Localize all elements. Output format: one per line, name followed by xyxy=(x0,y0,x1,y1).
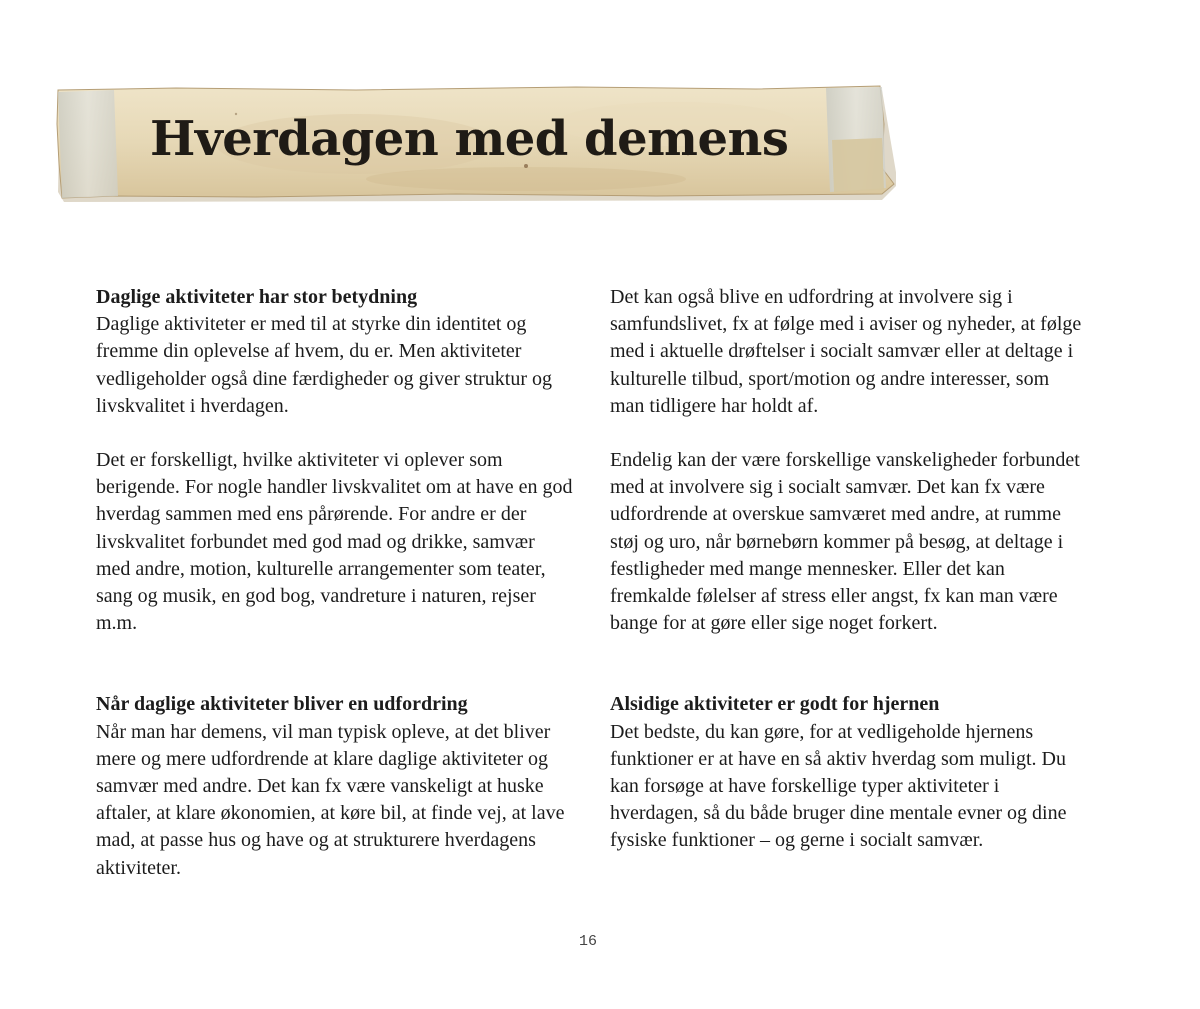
paragraph: Det kan også blive en udfordring at involvere sig i samfundslivet, fx at følge med i aviser og nyheder, at følge med i aktuelle drøftelser i socialt samvær eller at deltage i kulturelle tilbud, sport/motion og andre interesser, som man tidligere har holdt af. xyxy=(610,286,1082,417)
paragraph: Det er forskelligt, hvilke aktiviteter vi oplever som berigende. For nogle handler livskvalitet om at have en god hverdag sammen med ens pårørende. For andre er der livskvalitet forbundet med god mad og drikke, samvær med andre, motion, kulturelle arrangementer som teater, sang og musik, en god bog, vandreture i naturen, rejser m.m. xyxy=(96,449,573,635)
section-heading-challenges: Når daglige aktiviteter bliver en udfordring xyxy=(96,693,468,716)
paragraph: Når man har demens, vil man typisk opleve, at det bliver mere og mere udfordrende at klare daglige aktiviteter og samvær med andre. Det kan fx være vanskeligt at huske aftaler, at klare økonomien, at køre bil, at finde vej, at lave mad, at passe hus og have og at strukturere hverdagens aktiviteter. xyxy=(96,720,565,879)
page-title: Hverdagen med demens xyxy=(150,111,789,167)
section-heading-brain-activities: Alsidige aktiviteter er godt for hjernen xyxy=(610,693,940,716)
section-heading-daily-activities: Daglige aktiviteter har stor betydning xyxy=(96,286,418,308)
left-column xyxy=(96,284,574,882)
spacer xyxy=(96,637,574,691)
paragraph: Daglige aktiviteter er med til at styrke din identitet og fremme din oplevelse af hvem, du er. Men aktiviteter vedligeholder også dine færdigheder og giver struktur og livskvalitet i hverdagen. xyxy=(96,313,552,417)
right-column xyxy=(610,284,1088,855)
spacer xyxy=(610,637,1088,691)
paragraph: Det bedste, du kan gøre, for at vedligeholde hjernens funktioner er at have en så aktiv hverdag som muligt. Du kan forsøge at have forskellige typer aktiviteter i hverdagen, så du både bruger dine mentale evner og dine fysiske funktioner – og gerne i socialt samvær. xyxy=(610,720,1067,852)
spacer xyxy=(610,420,1088,447)
spacer xyxy=(96,420,574,447)
page-number: 16 xyxy=(578,933,597,950)
title-banner xyxy=(56,84,896,202)
paragraph: Endelig kan der være forskellige vanskeligheder forbundet med at involvere sig i socialt samvær. Det kan fx være udfordrende at overskue samværet med andre, at rumme støj og uro, når børnebørn kommer på besøg, at deltage i festligheder med mange mennesker. Eller det kan fremkalde følelser af stress eller angst, fx kan man være bange for at gøre eller sige noget forkert. xyxy=(610,449,1080,635)
